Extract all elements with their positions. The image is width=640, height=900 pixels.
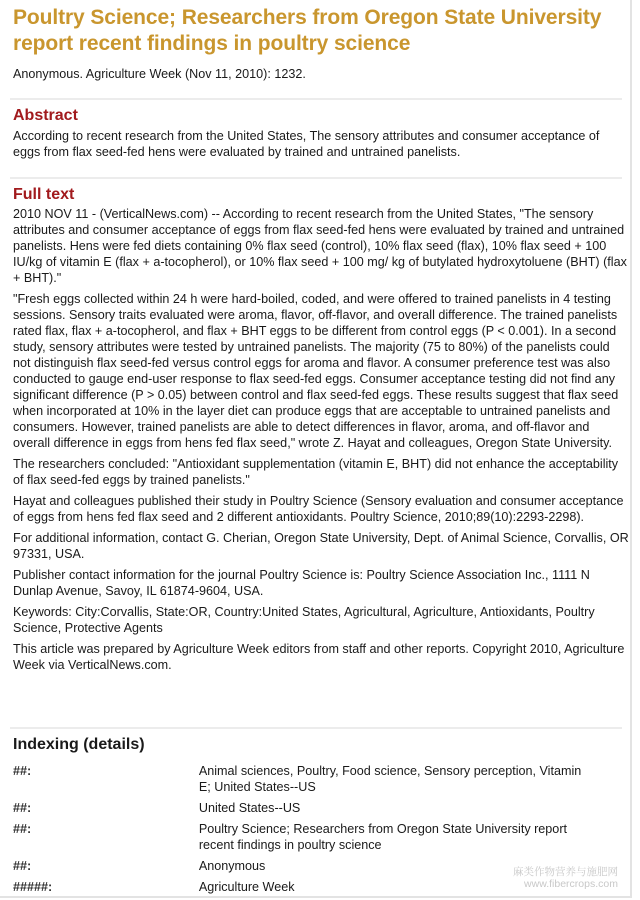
article-citation: Anonymous. Agriculture Week (Nov 11, 2010): 1232. xyxy=(13,67,306,81)
divider xyxy=(10,177,622,179)
indexing-row xyxy=(13,821,613,858)
indexing-label: ##: xyxy=(13,764,32,778)
indexing-label: ##: xyxy=(13,801,32,815)
indexing-label: #####: xyxy=(13,880,53,894)
full-text-paragraph: Keywords: City:Corvallis, State:OR, Country:United States, Agricultural, Agriculture, Antioxidants, Poultry Science, Protective Agents xyxy=(13,605,595,635)
watermark xyxy=(513,866,618,890)
article-title: Poultry Science; Researchers from Oregon State University report recent findings in poultry science xyxy=(13,6,602,55)
full-text-paragraph: The researchers concluded: "Antioxidant supplementation (vitamin E, BHT) did not enhance the acceptability of flax seed-fed eggs by trained panelists." xyxy=(13,457,619,487)
indexing-value: United States--US xyxy=(198,801,301,815)
watermark-line-2: www.fibercrops.com xyxy=(524,878,618,890)
full-text-paragraph: Publisher contact information for the journal Poultry Science is: Poultry Science Association Inc., 1111 N Dunlap Avenue, Savoy, IL 61874-9604, USA. xyxy=(13,568,590,598)
full-text-paragraph: This article was prepared by Agriculture Week editors from staff and other reports. Copyright 2010, Agriculture Week via VerticalNews.com. xyxy=(13,642,625,672)
full-text-body xyxy=(13,206,629,678)
abstract-heading: Abstract xyxy=(13,107,78,124)
full-text-paragraph: Hayat and colleagues published their study in Poultry Science (Sensory evaluation and consumer acceptance of eggs from hens fed flax seed and 2 different antioxidants. Poultry Science, 2010;89(10):2293-2298). xyxy=(13,494,624,524)
indexing-row xyxy=(13,763,613,800)
indexing-value: Agriculture Week xyxy=(198,880,295,894)
indexing-value: Poultry Science; Researchers from Oregon State University report recent findings in poultry science xyxy=(198,822,568,852)
divider xyxy=(10,727,622,729)
indexing-row xyxy=(13,800,613,821)
full-text-paragraph: 2010 NOV 11 - (VerticalNews.com) -- According to recent research from the United States, "The sensory attributes and consumer acceptance of eggs from flax seed-fed hens were evaluated by trained and untrained panelists. Hens were fed diets containing 0% flax seed (control), 10% flax seed (flax), 10% flax seed + 100 IU/kg of vitamin E (flax + a-tocopherol), or 10% flax seed + 100 mg/ kg of butylated hydroxytoluene (BHT) (flax + BHT)." xyxy=(13,207,627,285)
indexing-label: ##: xyxy=(13,822,32,836)
indexing-value: Animal sciences, Poultry, Food science, Sensory perception, Vitamin E; United States--US xyxy=(198,764,582,794)
indexing-heading: Indexing (details) xyxy=(13,736,145,753)
full-text-paragraph: For additional information, contact G. Cherian, Oregon State University, Dept. of Animal Science, Corvallis, OR 97331, USA. xyxy=(13,531,629,561)
indexing-value: Anonymous xyxy=(198,859,266,873)
full-text-heading: Full text xyxy=(13,186,75,203)
full-text-paragraph: "Fresh eggs collected within 24 h were hard-boiled, coded, and were offered to trained panelists in 4 testing sessions. Sensory traits evaluated were aroma, flavor, off-flavor, and overall difference. The trained panelists rated flax, flax + a-tocopherol, and flax + BHT eggs to be different from control eggs (P < 0.001). In a second study, sensory attributes were tested by untrained panelists. The majority (75 to 80%) of the panelists could not distinguish flax seed-fed versus control eggs for aroma and flavor. A consumer preference test was also conducted to gauge end-user response to flax seed-fed eggs. Consumer acceptance testing did not find any significant difference (P > 0.05) between control and flax seed-fed eggs. These results suggest that flax seed when incorporated at 10% in the layer diet can produce eggs that are acceptable to untrained panelists and consumers. However, trained panelists are able to detect differences in flavor, aroma, and off-flavor and overall difference in eggs from hens fed flax seed," wrote Z. Hayat and colleagues, Oregon State University. xyxy=(13,292,619,450)
watermark-line-1: 麻类作物营养与施肥网 xyxy=(513,866,618,878)
indexing-label: ##: xyxy=(13,859,32,873)
abstract-body xyxy=(13,128,629,165)
abstract-text: According to recent research from the United States, The sensory attributes and consumer acceptance of eggs from flax seed-fed hens were evaluated by trained and untrained panelists. xyxy=(13,129,600,159)
divider xyxy=(10,98,622,100)
